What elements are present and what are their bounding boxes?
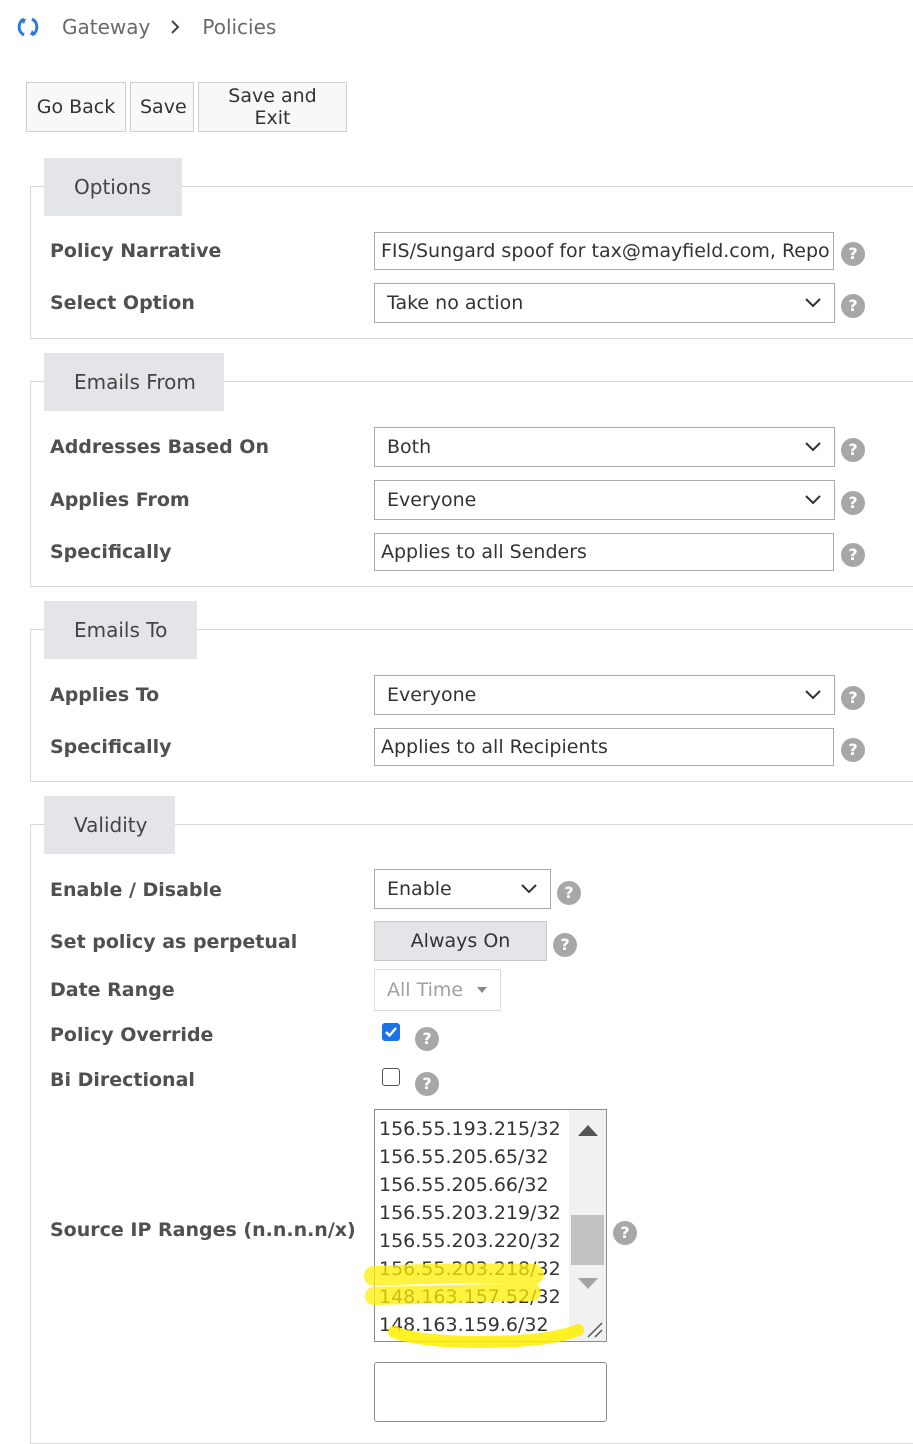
ip-line: 156.55.205.66/32	[379, 1174, 549, 1196]
bi-directional-label: Bi Directional	[50, 1069, 195, 1091]
help-icon[interactable]: ?	[841, 242, 865, 266]
highlighter-marks	[360, 1260, 600, 1360]
applies-to-value: Everyone	[387, 684, 477, 706]
options-legend: Options	[44, 158, 182, 216]
always-on-button[interactable]: Always On	[374, 921, 547, 961]
select-option-dropdown[interactable]	[374, 283, 835, 323]
help-icon[interactable]: ?	[841, 738, 865, 762]
refresh-icon[interactable]	[16, 14, 42, 40]
ip-line: 156.55.203.218/32	[379, 1258, 561, 1280]
date-range-label: Date Range	[50, 979, 175, 1001]
select-option-label: Select Option	[50, 292, 195, 314]
applies-from-label: Applies From	[50, 489, 190, 511]
ip-line: 156.55.205.65/32	[379, 1146, 549, 1168]
save-and-exit-button[interactable]: Save and Exit	[198, 82, 347, 132]
breadcrumb	[16, 10, 276, 44]
save-button[interactable]: Save	[130, 82, 194, 132]
policy-narrative-input[interactable]: FIS/Sungard spoof for tax@mayfield.com, Repo	[374, 232, 834, 270]
senders-specifically-input[interactable]: Applies to all Senders	[374, 533, 834, 571]
ip-line: 156.55.193.215/32	[379, 1118, 561, 1140]
applies-to-label: Applies To	[50, 684, 160, 706]
help-icon[interactable]: ?	[841, 438, 865, 462]
validity-legend: Validity	[44, 796, 175, 854]
chevron-down-icon	[520, 883, 538, 895]
applies-from-dropdown[interactable]	[374, 480, 835, 520]
chevron-down-icon	[804, 297, 822, 309]
ip-line: 156.55.203.219/32	[379, 1202, 561, 1224]
scroll-up-arrow-icon[interactable]	[578, 1124, 598, 1136]
chevron-down-icon	[804, 689, 822, 701]
toolbar	[26, 82, 351, 132]
senders-specifically-label: Specifically	[50, 541, 172, 563]
emails-to-legend: Emails To	[44, 601, 197, 659]
addresses-based-on-dropdown[interactable]	[374, 427, 835, 467]
checkmark-icon	[384, 1025, 398, 1039]
chevron-right-icon	[170, 19, 182, 35]
help-icon[interactable]: ?	[841, 491, 865, 515]
addresses-based-on-value: Both	[387, 436, 432, 458]
applies-from-value: Everyone	[387, 489, 477, 511]
source-ip-label: Source IP Ranges (n.n.n.n/x)	[50, 1219, 356, 1241]
help-icon[interactable]: ?	[841, 686, 865, 710]
bi-directional-checkbox[interactable]	[382, 1068, 400, 1086]
recipients-specifically-label: Specifically	[50, 736, 172, 758]
scroll-thumb[interactable]	[571, 1215, 604, 1265]
ip-line: 156.55.203.220/32	[379, 1230, 561, 1252]
caret-down-icon	[477, 987, 487, 993]
policy-override-label: Policy Override	[50, 1024, 214, 1046]
additional-input[interactable]	[374, 1362, 607, 1422]
help-icon[interactable]: ?	[841, 294, 865, 318]
ip-line: 148.163.159.6/32	[379, 1314, 549, 1336]
help-icon[interactable]: ?	[613, 1221, 637, 1245]
go-back-button[interactable]: Go Back	[26, 82, 126, 132]
breadcrumb-gateway[interactable]: Gateway	[62, 15, 151, 39]
emails-from-legend: Emails From	[44, 353, 224, 411]
policy-override-checkbox[interactable]	[382, 1023, 400, 1041]
breadcrumb-policies: Policies	[202, 15, 277, 39]
chevron-down-icon	[804, 441, 822, 453]
help-icon[interactable]: ?	[415, 1027, 439, 1051]
help-icon[interactable]: ?	[415, 1072, 439, 1096]
date-range-dropdown[interactable]	[374, 969, 501, 1011]
addresses-based-on-label: Addresses Based On	[50, 436, 269, 458]
help-icon[interactable]: ?	[553, 933, 577, 957]
ip-line: 148.163.157.52/32	[379, 1286, 561, 1308]
date-range-value: All Time	[387, 979, 464, 1001]
help-icon[interactable]: ?	[557, 881, 581, 905]
select-option-value: Take no action	[387, 292, 524, 314]
enable-disable-value: Enable	[387, 878, 452, 900]
help-icon[interactable]: ?	[841, 543, 865, 567]
recipients-specifically-input[interactable]: Applies to all Recipients	[374, 728, 834, 766]
perpetual-label: Set policy as perpetual	[50, 931, 298, 953]
chevron-down-icon	[804, 494, 822, 506]
enable-disable-dropdown[interactable]	[374, 869, 551, 909]
policy-narrative-label: Policy Narrative	[50, 240, 222, 262]
enable-disable-label: Enable / Disable	[50, 879, 222, 901]
applies-to-dropdown[interactable]	[374, 675, 835, 715]
